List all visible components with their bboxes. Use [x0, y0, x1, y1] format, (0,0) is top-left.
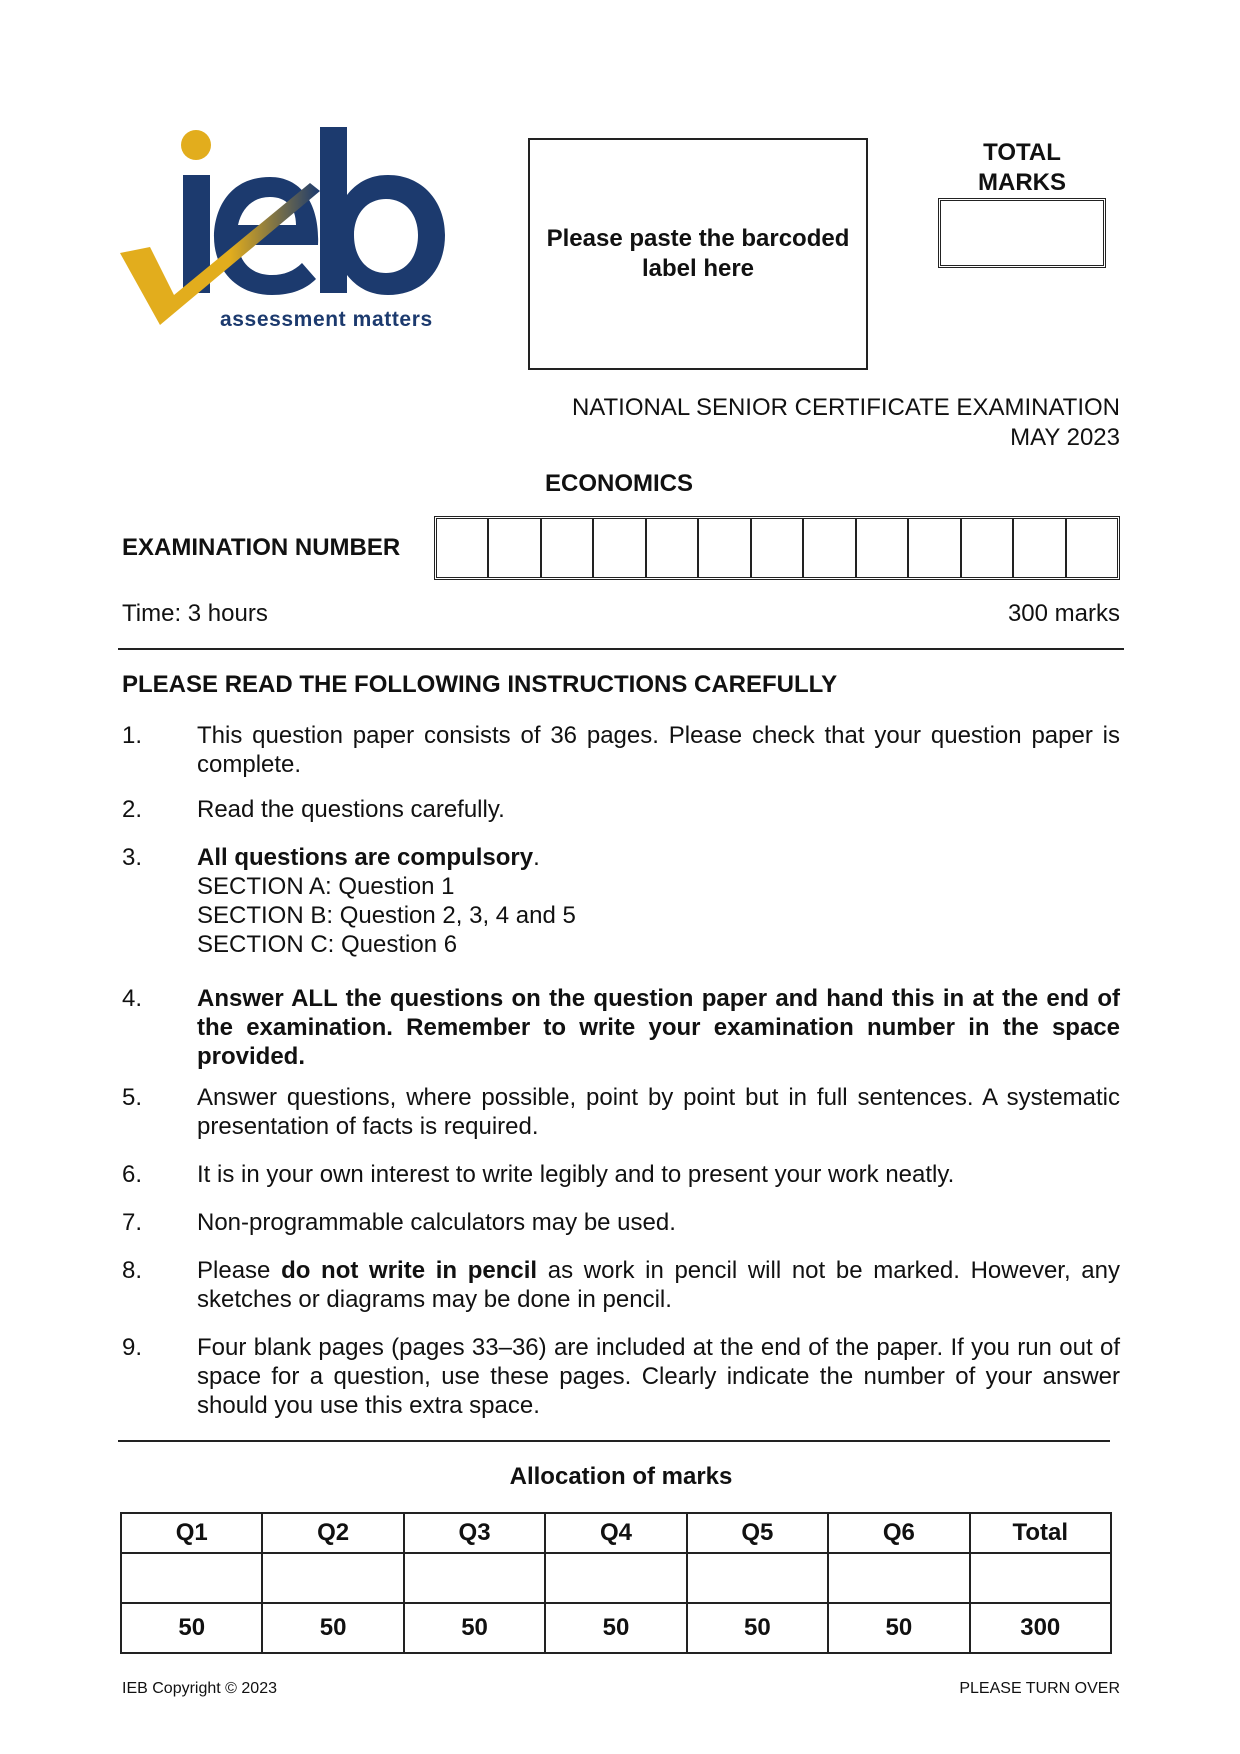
instruction-number: 2. — [122, 796, 143, 823]
exam-title-line2: MAY 2023 — [1010, 424, 1120, 451]
instruction-number: 7. — [122, 1209, 143, 1236]
section-line: SECTION A: Question 1 — [197, 873, 455, 900]
marks-entry-cell[interactable] — [545, 1553, 686, 1603]
divider — [118, 1440, 1110, 1442]
subject-title: ECONOMICS — [545, 470, 694, 497]
instruction-text-pre: Please — [197, 1257, 282, 1284]
table-value-cell: 50 — [121, 1603, 262, 1653]
allocation-title: Allocation of marks — [509, 1463, 733, 1490]
exam-number-cell[interactable] — [907, 519, 959, 577]
exam-number-cell[interactable] — [802, 519, 854, 577]
instruction-item — [122, 1160, 1120, 1189]
instruction-item — [122, 1208, 1120, 1237]
footer-turn-over: PLEASE TURN OVER — [959, 1680, 1120, 1697]
instruction-bold: do not write in pencil — [281, 1257, 538, 1284]
instruction-item — [122, 843, 1120, 959]
total-marks-text: 300 marks — [1007, 600, 1120, 627]
marks-entry-cell[interactable] — [687, 1553, 828, 1603]
instruction-text: Four blank pages (pages 33–36) are included at the end of the paper. If you run out of space for a question, use these pages. Clearly indicate the number of your answer should you use this extra space. — [197, 1334, 1120, 1419]
ieb-logo-graphic — [120, 125, 480, 370]
table-header-cell: Q4 — [545, 1513, 686, 1553]
exam-number-cell[interactable] — [437, 519, 487, 577]
instruction-item — [122, 1083, 1120, 1141]
instruction-number: 8. — [122, 1257, 143, 1284]
exam-number-cell[interactable] — [1065, 519, 1117, 577]
logo-tagline: assessment matters — [220, 308, 433, 331]
instruction-punct: . — [533, 844, 540, 871]
table-header-cell: Q6 — [828, 1513, 969, 1553]
instruction-text — [197, 1256, 1120, 1314]
instruction-item — [122, 984, 1120, 1071]
exam-number-cell[interactable] — [697, 519, 749, 577]
ieb-logo — [120, 125, 480, 370]
instruction-text: It is in your own interest to write legibly and to present your work neatly. — [197, 1161, 955, 1188]
marks-entry-cell[interactable] — [970, 1553, 1111, 1603]
table-row — [121, 1513, 1111, 1553]
instructions-heading: PLEASE READ THE FOLLOWING INSTRUCTIONS CAREFULLY — [122, 671, 838, 698]
instruction-item — [122, 795, 1120, 824]
exam-title-line1: NATIONAL SENIOR CERTIFICATE EXAMINATION — [571, 394, 1120, 421]
marks-entry-cell[interactable] — [404, 1553, 545, 1603]
instruction-text — [197, 843, 1120, 959]
instruction-number: 9. — [122, 1334, 143, 1361]
exam-number-grid — [434, 516, 1120, 580]
exam-number-label: EXAMINATION NUMBER — [122, 534, 401, 561]
total-marks-label: TOTAL MARKS — [978, 139, 1066, 196]
table-header-cell: Total — [970, 1513, 1111, 1553]
section-line: SECTION C: Question 6 — [197, 931, 458, 958]
table-value-cell: 50 — [404, 1603, 545, 1653]
exam-number-cell[interactable] — [960, 519, 1012, 577]
table-header-cell: Q1 — [121, 1513, 262, 1553]
instruction-text-post: as work in pencil will not be marked. However, any sketches or diagrams may be done in pencil. — [197, 1257, 1121, 1313]
instruction-number: 3. — [122, 844, 143, 871]
table-value-cell: 50 — [545, 1603, 686, 1653]
marks-entry-cell[interactable] — [262, 1553, 403, 1603]
footer-copyright: IEB Copyright © 2023 — [122, 1680, 277, 1697]
instruction-number: 4. — [122, 985, 143, 1012]
total-marks-box[interactable] — [938, 198, 1106, 268]
instruction-number: 5. — [122, 1084, 143, 1111]
allocation-table — [120, 1512, 1112, 1654]
time-allowed: Time: 3 hours — [122, 600, 268, 627]
instruction-text: Read the questions carefully. — [197, 796, 505, 823]
instruction-bold: All questions are compulsory — [197, 844, 534, 871]
exam-number-cell[interactable] — [592, 519, 644, 577]
exam-number-cell[interactable] — [540, 519, 592, 577]
exam-number-cell[interactable] — [645, 519, 697, 577]
exam-number-cell[interactable] — [1012, 519, 1064, 577]
table-value-cell: 50 — [687, 1603, 828, 1653]
table-header-cell: Q2 — [262, 1513, 403, 1553]
exam-title — [572, 393, 1120, 453]
table-row — [121, 1553, 1111, 1603]
exam-number-cell[interactable] — [750, 519, 802, 577]
instruction-text: This question paper consists of 36 pages. Please check that your question paper is complete. — [197, 722, 1120, 778]
marks-entry-cell[interactable] — [828, 1553, 969, 1603]
instruction-text: Answer questions, where possible, point by point but in full sentences. A systematic presentation of facts is required. — [197, 1084, 1120, 1140]
divider — [118, 648, 1124, 650]
table-value-cell: 300 — [970, 1603, 1111, 1653]
instruction-item — [122, 1256, 1120, 1314]
marks-entry-cell[interactable] — [121, 1553, 262, 1603]
instruction-number: 6. — [122, 1161, 143, 1188]
exam-number-cell[interactable] — [855, 519, 907, 577]
instruction-text: Non-programmable calculators may be used. — [197, 1209, 676, 1236]
table-value-cell: 50 — [828, 1603, 969, 1653]
barcode-label-text: Please paste the barcoded label here — [546, 225, 850, 282]
section-line: SECTION B: Question 2, 3, 4 and 5 — [197, 902, 576, 929]
table-header-cell: Q3 — [404, 1513, 545, 1553]
barcode-label-box — [528, 138, 868, 370]
instruction-text: Answer ALL the questions on the question paper and hand this in at the end of the examination. Remember to write your examination number in the space provided. — [197, 985, 1120, 1070]
table-value-cell: 50 — [262, 1603, 403, 1653]
exam-number-cell[interactable] — [487, 519, 539, 577]
instruction-item — [122, 1333, 1120, 1420]
instruction-item — [122, 721, 1120, 779]
table-header-cell: Q5 — [687, 1513, 828, 1553]
instruction-number: 1. — [122, 722, 143, 749]
table-row — [121, 1603, 1111, 1653]
